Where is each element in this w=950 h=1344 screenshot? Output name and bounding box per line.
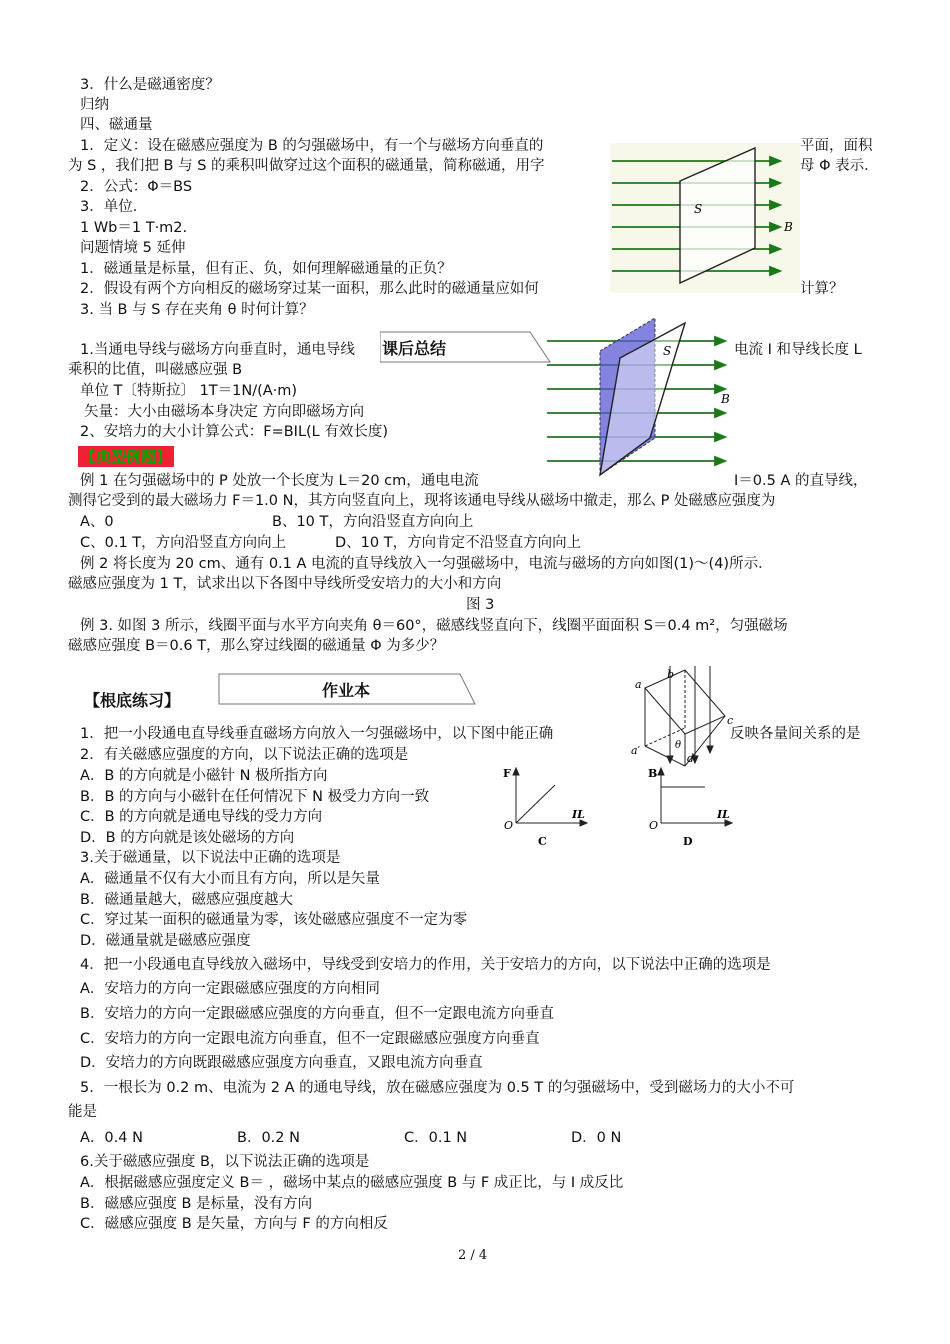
- text-line: 1.当通电导线与磁场方向垂直时，通电导线: [80, 342, 355, 358]
- text-line: 1．定义：设在磁感应强度为 B 的匀强磁场中，有一个与磁场方向垂直的: [80, 138, 544, 154]
- text-line: 为 S ，我们把 B 与 S 的乘积叫做穿过这个面积的磁通量，简称磁通，用字: [68, 158, 545, 174]
- homework-heading: 作业本: [322, 681, 371, 700]
- text-line: 能是: [68, 1104, 97, 1120]
- example-tag: 【典型例题】: [78, 446, 174, 467]
- practice-heading: 【根底练习】: [84, 691, 181, 710]
- coil-prism-diagram: [625, 666, 740, 770]
- option-b: B．B 的方向与小磁针在任何情况下 N 极受力方向一致: [80, 789, 430, 805]
- option-d: D．磁通量就是磁感应强度: [80, 933, 251, 949]
- label-theta: θ: [675, 740, 682, 751]
- text-line: 2．公式：Φ＝BS: [80, 179, 193, 195]
- graph-c: [500, 765, 600, 850]
- option-c: C．安培力的方向一定跟电流方向垂直，但不一定跟磁感应强度方向垂直: [80, 1031, 540, 1047]
- summary-heading: 课后总结: [382, 339, 447, 358]
- option-b: B．安培力的方向一定跟磁感应强度的方向垂直，但不一定跟电流方向垂直: [80, 1006, 554, 1022]
- label-scos: S cos θ: [589, 318, 629, 331]
- graph-c-xlabel: IL: [572, 808, 585, 821]
- option-c: C．穿过某一面积的磁通量为零，该处磁感应强度不一定为零: [80, 912, 468, 928]
- option-a: A．磁通量不仅有大小而且有方向，所以是矢量: [80, 871, 380, 887]
- option-d: D．安培力的方向既跟磁感应强度方向垂直，又跟电流方向垂直: [80, 1055, 483, 1071]
- graph-c-caption: C: [538, 835, 547, 848]
- text-line: 磁感应强度为 1 T，试求出以下各图中导线所受安培力的大小和方向: [68, 576, 502, 592]
- text-line: 乘积的比值，叫磁感应强 B: [68, 362, 243, 378]
- option-d: D．0 N: [571, 1130, 622, 1146]
- label-d: d: [687, 752, 695, 765]
- angled-flux-diagram: [545, 313, 735, 478]
- label-b: B: [721, 392, 730, 406]
- option-c: C．B 的方向就是通电导线的受力方向: [80, 809, 323, 825]
- option-d: D、10 T，方向肯定不沿竖直方向向上: [335, 535, 582, 551]
- text-line: 4．把一小段通电直导线放入磁场中，导线受到安培力的作用，关于安培力的方向，以下说法中正确的选项是: [80, 957, 771, 973]
- text-line: 电流 I 和导线长度 L: [734, 342, 862, 358]
- flux-diagram: [610, 143, 800, 293]
- text-line: 3．什么是磁通密度？: [80, 77, 220, 93]
- text-line: 平面，面积: [800, 138, 873, 154]
- option-d: D．B 的方向就是该处磁场的方向: [80, 830, 295, 846]
- text-line: 矢量：大小由磁场本身决定 方向即磁场方向: [84, 404, 365, 420]
- text-line: 问题情境 5 延伸: [80, 240, 186, 256]
- graph-d-origin: O: [649, 819, 659, 832]
- text-line: 2．有关磁感应强度的方向，以下说法正确的选项是: [80, 747, 409, 763]
- figure-caption: 图 3: [466, 597, 495, 613]
- text-line: 3．单位．: [80, 199, 148, 215]
- graph-d: [645, 765, 745, 850]
- graph-c-ylabel: F: [503, 767, 511, 780]
- text-line: 计算？: [800, 281, 844, 297]
- option-c: C、0.1 T，方向沿竖直方向向上: [80, 535, 287, 551]
- label-b: b: [667, 668, 675, 681]
- text-line: 1．把一小段通电直导线垂直磁场方向放入一匀强磁场中，以下图中能正确: [80, 726, 554, 742]
- option-b: B．磁感应强度 B 是标量，没有方向: [80, 1196, 313, 1212]
- option-c: C．0.1 N: [404, 1130, 468, 1146]
- graph-c-line: [516, 785, 555, 823]
- option-b: B、10 T，方向沿竖直方向向上: [272, 514, 474, 530]
- text-line: 例 3. 如图 3 所示，线圈平面与水平方向夹角 θ＝60°，磁感线竖直向下，线圈平面面积 S＝0.4 m²，匀强磁场: [80, 618, 788, 634]
- text-line: 例 2 将长度为 20 cm、通有 0.1 A 电流的直导线放入一匀强磁场中，电流与磁场的方向如图(1)～(4)所示．: [80, 556, 773, 572]
- text-line: 3. 当 B 与 S 存在夹角 θ 时何计算？: [80, 302, 314, 318]
- text-line: 1．磁通量是标量，但有正、负，如何理解磁通量的正负？: [80, 261, 452, 277]
- option-b: B．0.2 N: [237, 1130, 300, 1146]
- text-line: 单位 T〔特斯拉〕 1T＝1N/(A·m): [80, 383, 298, 399]
- option-a: A．B 的方向就是小磁针 N 极所指方向: [80, 768, 328, 784]
- graph-c-origin: O: [504, 819, 514, 832]
- text-line: I＝0.5 A 的直导线，: [734, 473, 868, 489]
- label-a: a: [635, 678, 642, 691]
- option-a: A．安培力的方向一定跟磁感应强度的方向相同: [80, 981, 380, 997]
- text-line: 母 Φ 表示．: [800, 158, 879, 174]
- graph-d-xlabel: IL: [717, 808, 730, 821]
- label-b: B: [784, 220, 793, 234]
- text-line: 6.关于磁感应强度 B，以下说法正确的选项是: [80, 1154, 370, 1170]
- option-c: C．磁感应强度 B 是矢量，方向与 F 的方向相反: [80, 1216, 388, 1232]
- option-b: B．磁通量越大，磁感应强度越大: [80, 892, 293, 908]
- text-line: 例 1 在匀强磁场中的 P 处放一个长度为 L＝20 cm，通电电流: [80, 473, 479, 489]
- page-number: 2 / 4: [458, 1248, 488, 1263]
- text-line: 归纳: [80, 97, 109, 113]
- text-line: 磁感应强度 B＝0.6 T，那么穿过线圈的磁通量 Φ 为多少？: [68, 638, 445, 654]
- text-line: 3.关于磁通量，以下说法中正确的选项是: [80, 850, 341, 866]
- text-line: 2、安培力的大小计算公式：F=BIL(L 有效长度): [80, 424, 389, 440]
- option-a: A．根据磁感应强度定义 B＝ ，磁场中某点的磁感应强度 B 与 F 成正比，与 I 成反比: [80, 1175, 624, 1191]
- section-heading: 四、磁通量: [80, 117, 153, 133]
- label-s: S: [663, 344, 672, 358]
- option-a: A、0: [80, 514, 114, 530]
- option-a: A．0.4 N: [80, 1130, 143, 1146]
- text-line: 5．一根长为 0.2 m、电流为 2 A 的通电导线，放在磁感应强度为 0.5 T 的匀强磁场中，受到磁场力的大小不可: [80, 1080, 795, 1096]
- label-c: c: [727, 714, 734, 727]
- text-line: 2．假设有两个方向相反的磁场穿过某一面积，那么此时的磁通量应如何: [80, 281, 539, 297]
- graph-d-caption: D: [683, 835, 693, 848]
- text-line: 测得它受到的最大磁场力 F＝1.0 N，其方向竖直向上，现将该通电导线从磁场中撤走，那么 P 处磁感应强度为: [68, 493, 776, 509]
- text-line: 1 Wb＝1 T·m2.: [80, 220, 188, 236]
- label-s: S: [694, 202, 703, 216]
- label-a-prime: a′: [631, 744, 641, 757]
- graph-d-ylabel: B: [648, 767, 658, 780]
- text-line: 反映各量间关系的是: [730, 726, 861, 742]
